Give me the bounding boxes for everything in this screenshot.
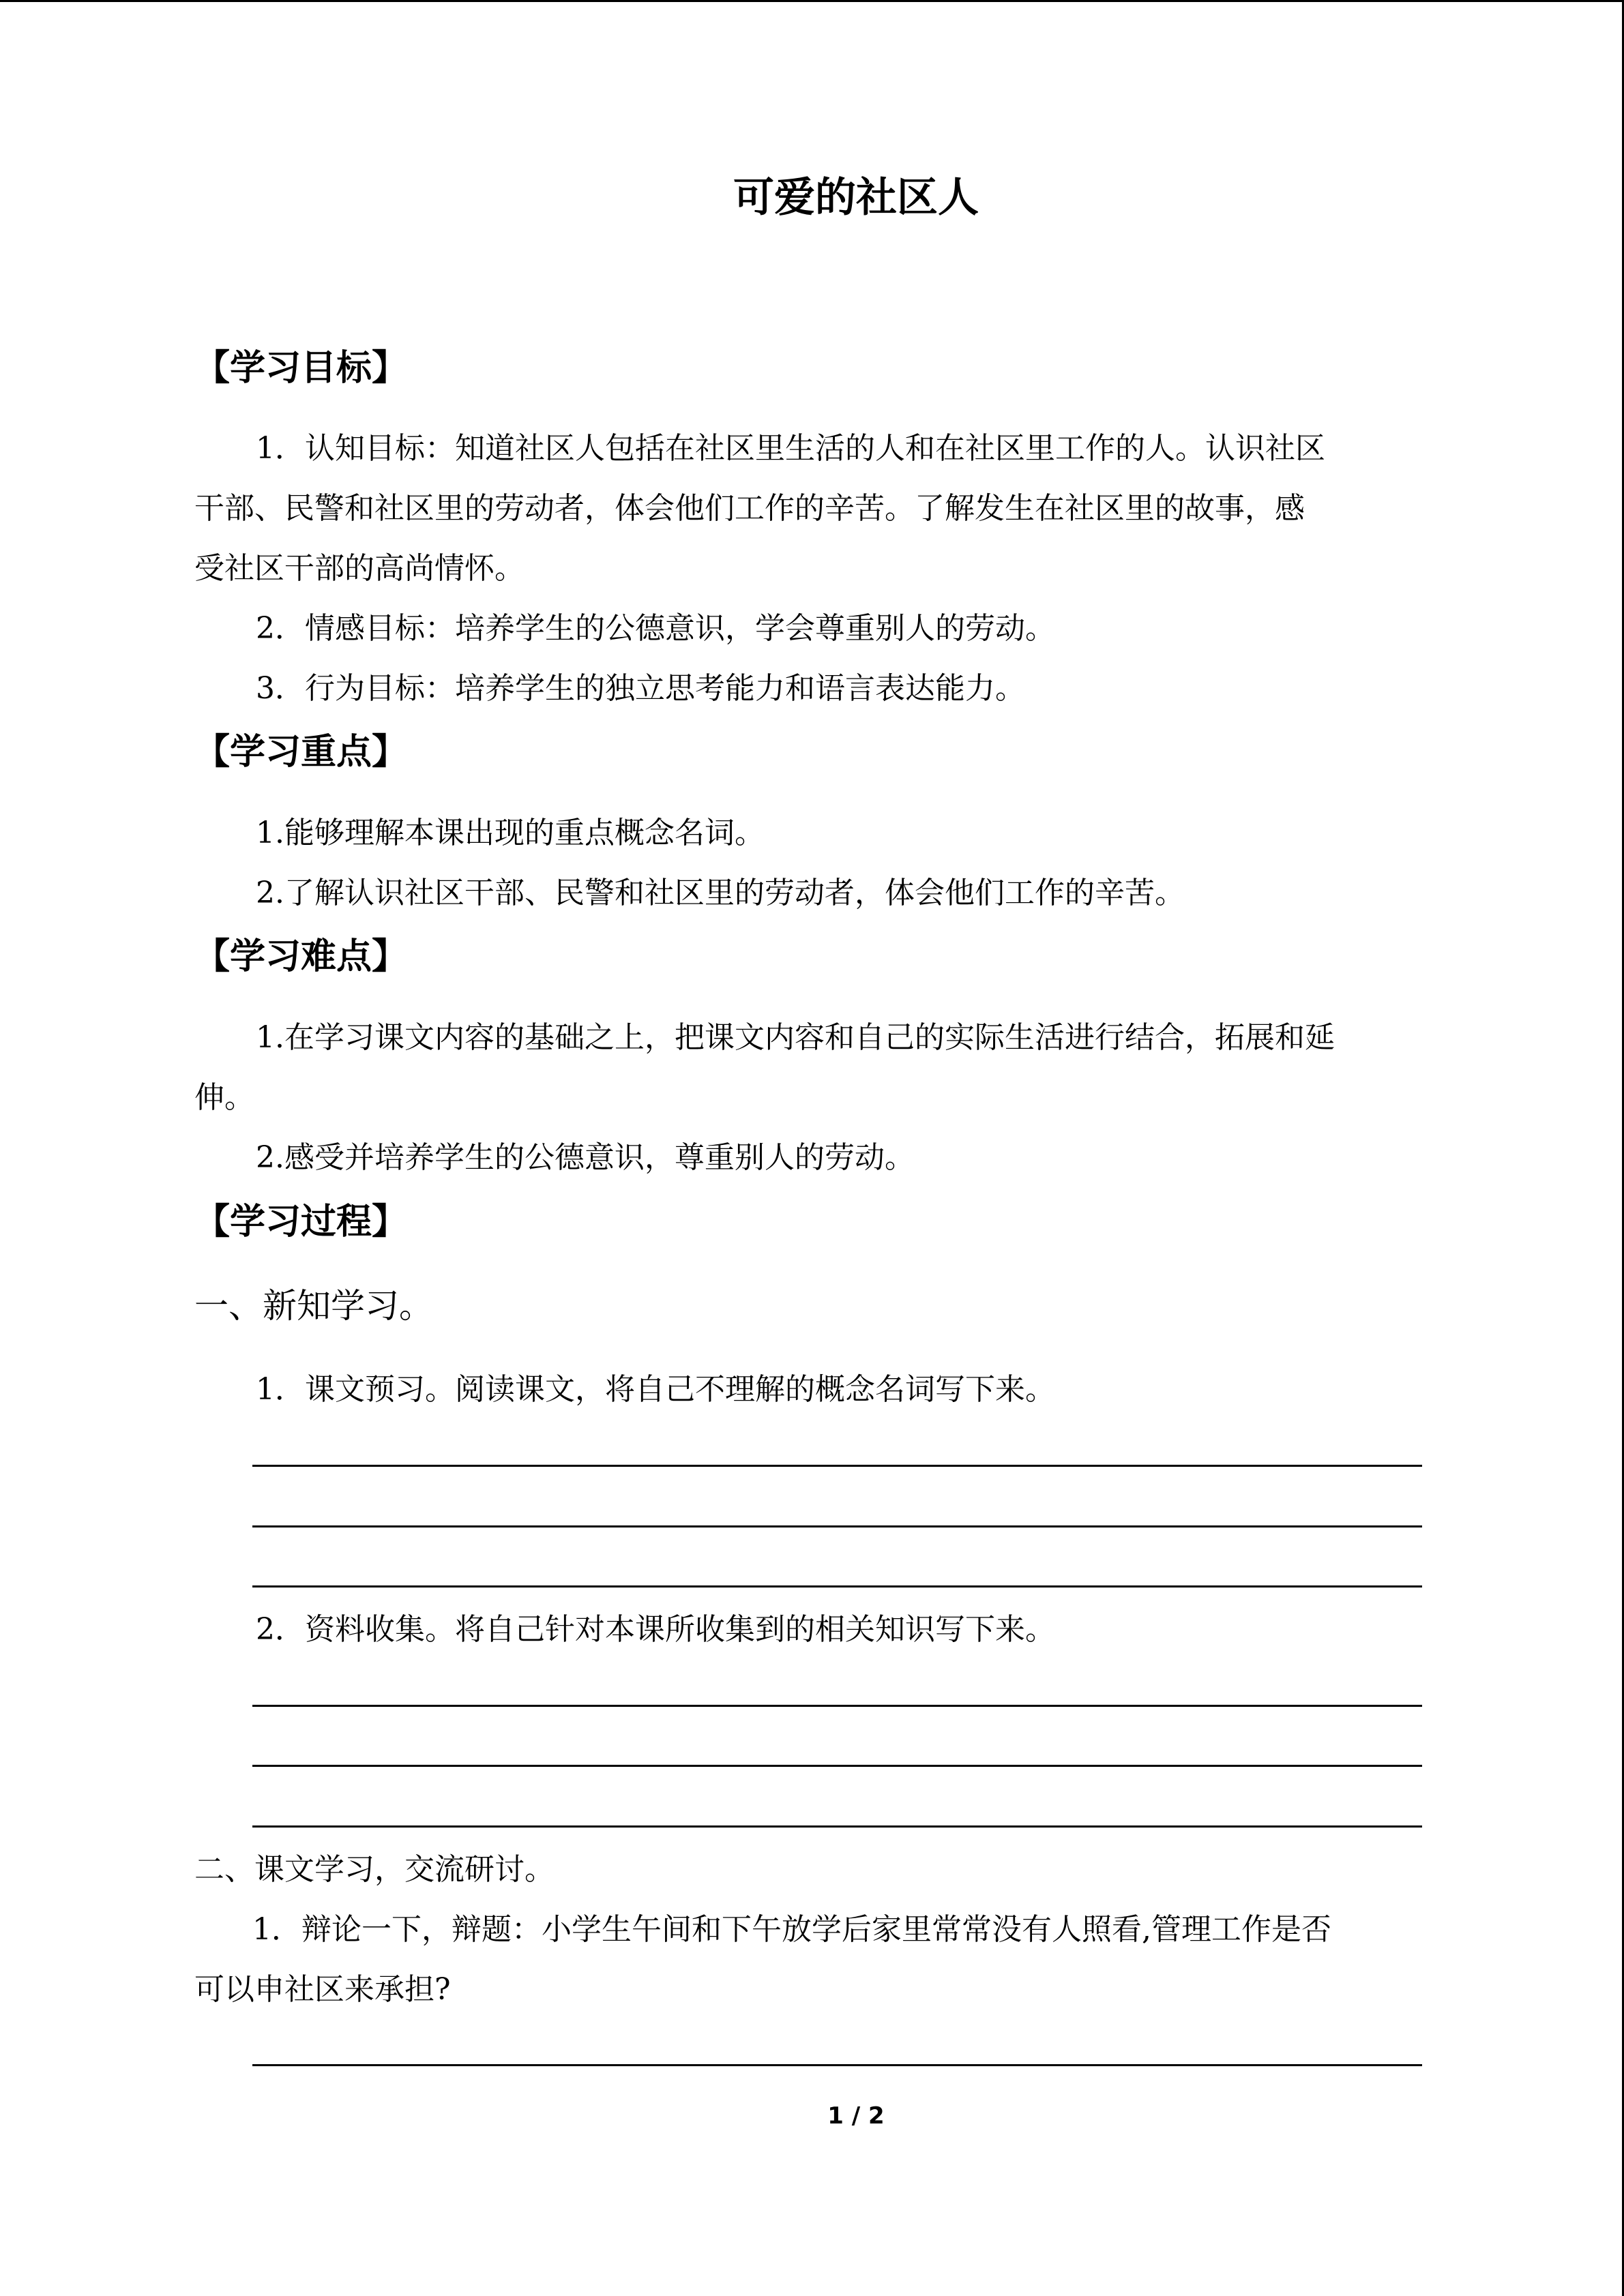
section-text-study: 二、课文学习，交流研讨。 <box>194 1852 555 1887</box>
difficulty-item-2: 2.感受并培养学生的公德意识，尊重别人的劳动。 <box>256 1140 915 1175</box>
answer-line[interactable] <box>252 1525 1422 1527</box>
objective-item-2: 2．情感目标：培养学生的公德意识，学会尊重别人的劳动。 <box>256 611 1055 646</box>
objective-item-1-line-2: 干部、民警和社区里的劳动者，体会他们工作的辛苦。了解发生在社区里的故事，感 <box>194 491 1305 526</box>
task-collection: 2．资料收集。将自己针对本课所收集到的相关知识写下来。 <box>256 1612 1055 1647</box>
key-point-item-1: 1.能够理解本课出现的重点概念名词。 <box>256 816 765 850</box>
difficulty-item-1-line-2: 伸。 <box>194 1080 254 1115</box>
heading-objectives: 【学习目标】 <box>194 348 408 389</box>
heading-process: 【学习过程】 <box>194 1202 408 1242</box>
section-new-knowledge: 一、新知学习。 <box>194 1286 433 1326</box>
objective-item-3: 3．行为目标：培养学生的独立思考能力和语言表达能力。 <box>256 671 1025 706</box>
answer-line[interactable] <box>252 1705 1422 1707</box>
difficulty-item-1-line-1: 1.在学习课文内容的基础之上，把课文内容和自己的实际生活进行结合，拓展和延 <box>256 1020 1335 1055</box>
objective-item-1-line-1: 1．认知目标：知道社区人包括在社区里生活的人和在社区里工作的人。认识社区 <box>256 431 1325 466</box>
task-preview: 1．课文预习。阅读课文，将自己不理解的概念名词写下来。 <box>256 1372 1055 1407</box>
answer-line[interactable] <box>252 2064 1422 2066</box>
heading-key-points: 【学习重点】 <box>194 732 408 773</box>
debate-line-2: 可以申社区来承担? <box>194 1972 451 2007</box>
heading-difficulties: 【学习难点】 <box>194 936 408 977</box>
page-number: 1 / 2 <box>827 2102 885 2130</box>
answer-line[interactable] <box>252 1765 1422 1767</box>
page-title: 可爱的社区人 <box>733 174 979 222</box>
answer-line[interactable] <box>252 1825 1422 1828</box>
objective-item-1-line-3: 受社区干部的高尚情怀。 <box>194 551 525 586</box>
key-point-item-2: 2.了解认识社区干部、民警和社区里的劳动者，体会他们工作的辛苦。 <box>256 876 1185 910</box>
answer-line[interactable] <box>252 1585 1422 1587</box>
debate-line-1: 1．辩论一下，辩题：小学生午间和下午放学后家里常常没有人照看,管理工作是否 <box>252 1912 1331 1947</box>
answer-line[interactable] <box>252 1465 1422 1467</box>
